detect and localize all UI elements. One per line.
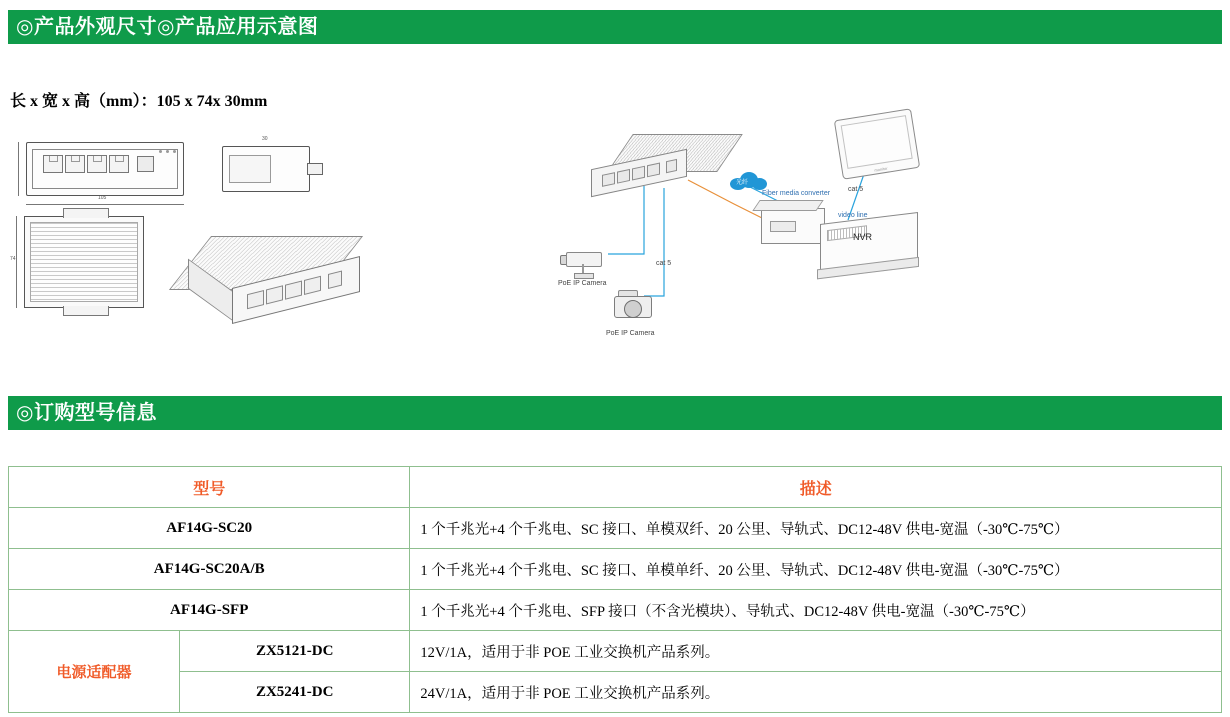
table-row: [9, 508, 1222, 549]
table-cell-model: AF14G-SC20: [9, 508, 410, 549]
diagram-monitor-brand: monitor: [874, 165, 888, 173]
diagram-label-fiber: 光纤: [736, 180, 749, 186]
section-header-appearance: [8, 10, 1222, 44]
dimension-text: 长 x 宽 x 高（mm）：105 x 74x 30mm: [10, 93, 268, 110]
diagram-monitor: [834, 108, 920, 179]
table-cell-adapter-group: 电源适配器: [9, 631, 180, 713]
table-header-row: [9, 467, 1222, 508]
diagram-label-nvr: NVR: [853, 232, 873, 242]
dimension-line-width: [26, 204, 184, 205]
section-header-ordering-label: ◎订购型号信息: [16, 402, 157, 424]
table-cell-description: 12V/1A，适用于非 POE 工业交换机产品系列。: [410, 631, 1222, 672]
diagram-media-converter: [761, 208, 825, 244]
diagram-label-camera-1: PoE IP Camera: [558, 280, 607, 287]
table-cell-model: AF14G-SFP: [9, 590, 410, 631]
table-header-model: 型号: [9, 467, 410, 508]
table-row: [9, 549, 1222, 590]
table-cell-model: ZX5241-DC: [180, 672, 410, 713]
table-row: [9, 590, 1222, 631]
drawing-label-height: 74: [10, 256, 16, 262]
drawing-top-view: [24, 216, 144, 308]
section-header-ordering: [8, 396, 1222, 430]
table-row: [9, 631, 1222, 672]
table-cell-description: 24V/1A，适用于非 POE 工业交换机产品系列。: [410, 672, 1222, 713]
drawing-label-depth: 30: [262, 136, 268, 142]
diagram-label-cat5-upper: cat 5: [848, 186, 864, 193]
diagram-label-media-converter: Fiber media converter: [762, 190, 831, 197]
diagram-label-video-line: video line: [838, 212, 868, 219]
table-row: [9, 672, 1222, 713]
section-header-appearance-label: ◎产品外观尺寸◎产品应用示意图: [16, 16, 319, 38]
drawing-front-view: [26, 142, 184, 196]
table-header-description: 描述: [410, 467, 1222, 508]
diagram-poe-camera-2: [606, 288, 662, 328]
product-drawings: [10, 120, 390, 345]
diagram-label-camera-2: PoE IP Camera: [606, 330, 655, 337]
table-cell-description: 1 个千兆光+4 个千兆电、SC 接口、单模单纤、20 公里、导轨式、DC12-48V 供电-宽温（-30℃-75℃）: [410, 549, 1222, 590]
drawing-perspective-view: [180, 218, 375, 328]
dimension-line-front-height: [18, 142, 19, 196]
diagram-poe-camera-1: [560, 248, 612, 278]
table-cell-description: 1 个千兆光+4 个千兆电、SFP 接口（不含光模块）、导轨式、DC12-48V 供电-宽温（-30℃-75℃）: [410, 590, 1222, 631]
table-cell-model: AF14G-SC20A/B: [9, 549, 410, 590]
table-cell-model: ZX5121-DC: [180, 631, 410, 672]
application-diagram: [548, 108, 968, 356]
diagram-label-cat5-lower: cat 5: [656, 260, 672, 267]
drawing-side-view: [222, 146, 310, 192]
diagram-fiber-cloud: [726, 170, 770, 192]
dimension-line-height: [16, 216, 17, 308]
ordering-table: [8, 466, 1222, 713]
drawing-label-width: 105: [98, 195, 107, 201]
table-cell-description: 1 个千兆光+4 个千兆电、SC 接口、单模双纤、20 公里、导轨式、DC12-48V 供电-宽温（-30℃-75℃）: [410, 508, 1222, 549]
